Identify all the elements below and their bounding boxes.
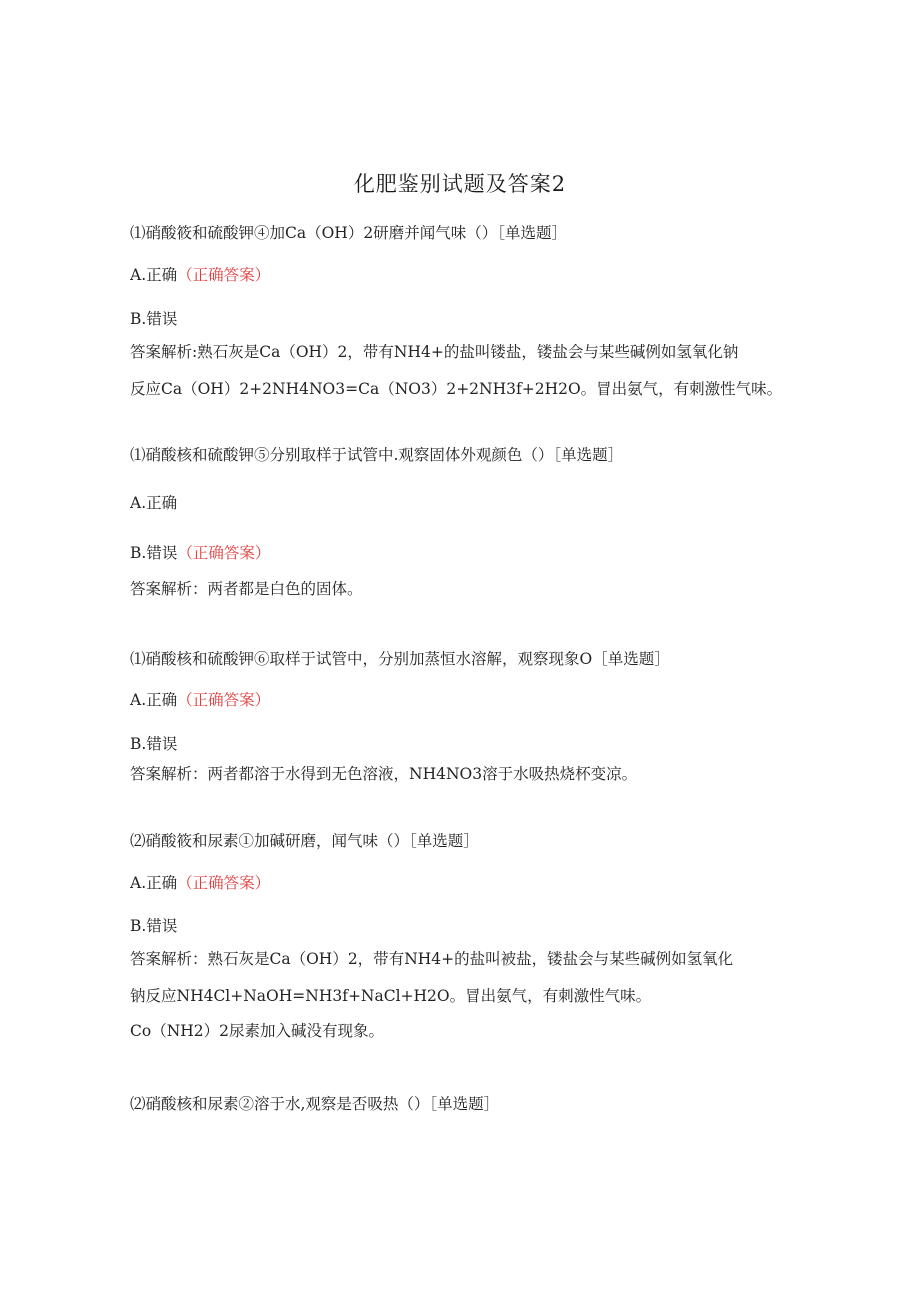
question-2-explanation-line-1: 答案解析：两者都是白色的固体。 (130, 580, 363, 598)
question-2-option-a (130, 492, 800, 514)
question-4-text: ⑵硝酸筱和尿素①加碱研磨，闻气味（）［单选题］ (130, 832, 479, 850)
option-label: B.错误 (130, 310, 178, 328)
question-1-explanation-line-1: 答案解析:熟石灰是Ca（OH）2，带有NH4+的盐叫镂盐，镂盐会与某些碱例如氢氧化钠 (130, 343, 739, 361)
correct-answer-mark: （正确答案） (177, 544, 271, 562)
question-4-option-a (130, 872, 800, 894)
option-label: B.错误 (130, 735, 178, 753)
question-4-option-b (130, 915, 800, 937)
option-label: B.错误 (130, 917, 178, 935)
correct-answer-mark: （正确答案） (177, 691, 271, 709)
question-3-option-b (130, 733, 800, 755)
question-2-option-b (130, 542, 800, 564)
option-label: A.正确 (130, 494, 178, 512)
option-label: A.正确 (130, 691, 178, 709)
question-1-option-b (130, 308, 800, 330)
question-3-option-a (130, 689, 800, 711)
question-4-explanation-line-3: Co（NH2）2尿素加入碱没有现象。 (130, 1022, 384, 1040)
question-1-option-a (130, 264, 800, 286)
page-title: 化肥鉴别试题及答案2 (353, 172, 567, 196)
option-label: B.错误 (130, 544, 178, 562)
option-label: A.正确 (130, 266, 178, 284)
question-3-explanation-line-1: 答案解析：两者都溶于水得到无色溶液，NH4NO3溶于水吸热烧杯变凉。 (130, 765, 638, 783)
question-2-text: ⑴硝酸核和硫酸钾⑤分别取样于试管中.观察固体外观颜色（）［单选题］ (130, 446, 624, 464)
option-label: A.正确 (130, 874, 178, 892)
question-3-text: ⑴硝酸核和硫酸钾⑥取样于试管中，分别加蒸恒水溶解，观察现象O［单选题］ (130, 650, 670, 668)
question-5-text: ⑵硝酸核和尿素②溶于水,观察是否吸热（）［单选题］ (130, 1095, 500, 1113)
correct-answer-mark: （正确答案） (177, 874, 271, 892)
question-1-text: ⑴硝酸筱和硫酸钾④加Ca（OH）2研磨并闻气味（）［单选题］ (130, 224, 567, 242)
question-1-explanation-line-2: 反应Ca（OH）2+2NH4NO3=Ca（NO3）2+2NH3f+2H2O。冒出氨气，有刺激性气味。 (130, 380, 783, 398)
question-4-explanation-line-1: 答案解析：熟石灰是Ca（OH）2，带有NH4+的盐叫被盐，镂盐会与某些碱例如氢氧化 (130, 950, 734, 968)
correct-answer-mark: （正确答案） (177, 266, 271, 284)
question-4-explanation-line-2: 钠反应NH4Cl+NaOH=NH3f+NaCl+H2O。冒出氨气，有刺激性气味。 (130, 987, 652, 1005)
